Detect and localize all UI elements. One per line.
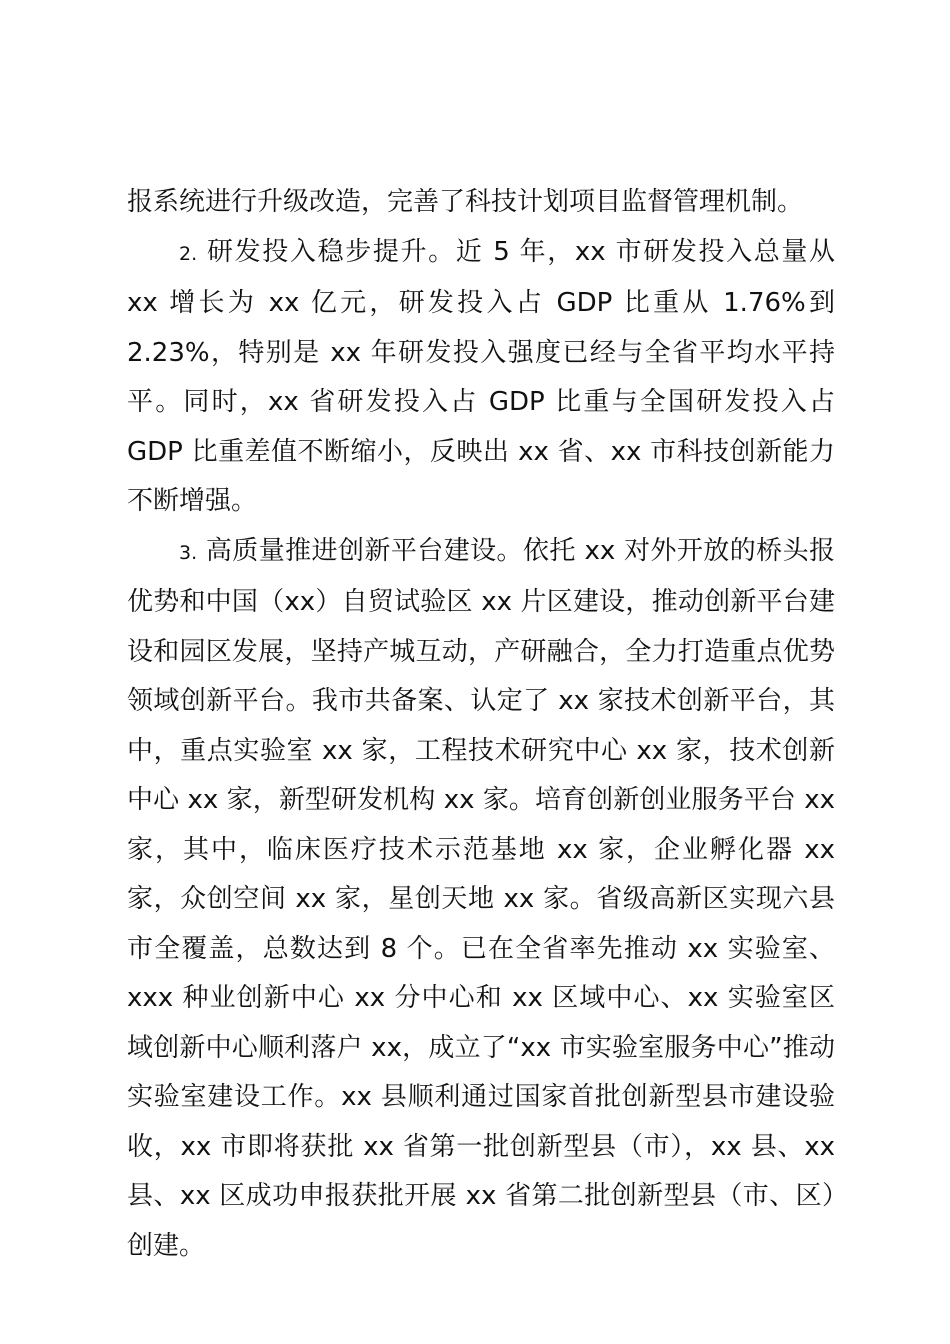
paragraph-item-2: [127, 228, 835, 527]
paragraph-item-3: [127, 527, 835, 1272]
paragraph-text: 报系统进行升级改造，完善了科技计划项目监督管理机制。: [127, 187, 804, 217]
paragraph-text: 高质量推进创新平台建设。依托 xx 对外开放的桥头报优势和中国（xx）自贸试验区 xx 片区建设，推动创新平台建设和园区发展，坚持产城互动，产研融合，全力打造重点优势领域创新平台。我市共备案、认定了 xx 家技术创新平台，其中，重点实验室 xx 家，工程技术研究中心 xx 家，技术创新中心 xx 家，新型研发机构 xx 家。培育创新创业服务平台 xx 家，其中，临床医疗技术示范基地 xx 家，企业孵化器 xx 家，众创空间 xx 家，星创天地 xx 家。省级高新区实现六县市全覆盖，总数达到 8 个。已在全省率先推动 xx 实验室、xxx 种业创新中心 xx 分中心和 xx 区域中心、xx 实验室区域创新中心顺利落户 xx，成立了“xx 市实验室服务中心”推动实验室建设工作。xx 县顺利通过国家首批创新型县市建设验收，xx 市即将获批 xx 省第一批创新型县（市），xx 县、xx 县、xx 区成功申报获批开展 xx 省第二批创新型县（市、区）创建。: [127, 535, 835, 1261]
paragraph-continuation: [127, 178, 835, 228]
document-body: [127, 178, 835, 1271]
paragraph-number: 2.: [179, 242, 198, 265]
paragraph-text: 研发投入稳步提升。近 5 年，xx 市研发投入总量从 xx 增长为 xx 亿元，研发投入占 GDP 比重从 1.76%到 2.23%，特别是 xx 年研发投入强度已经与全省平均水平持平。同时，xx 省研发投入占 GDP 比重与全国研发投入占 GDP 比重差值不断缩小，反映出 xx 省、xx 市科技创新能力不断增强。: [127, 236, 835, 516]
paragraph-number: 3.: [179, 541, 198, 564]
